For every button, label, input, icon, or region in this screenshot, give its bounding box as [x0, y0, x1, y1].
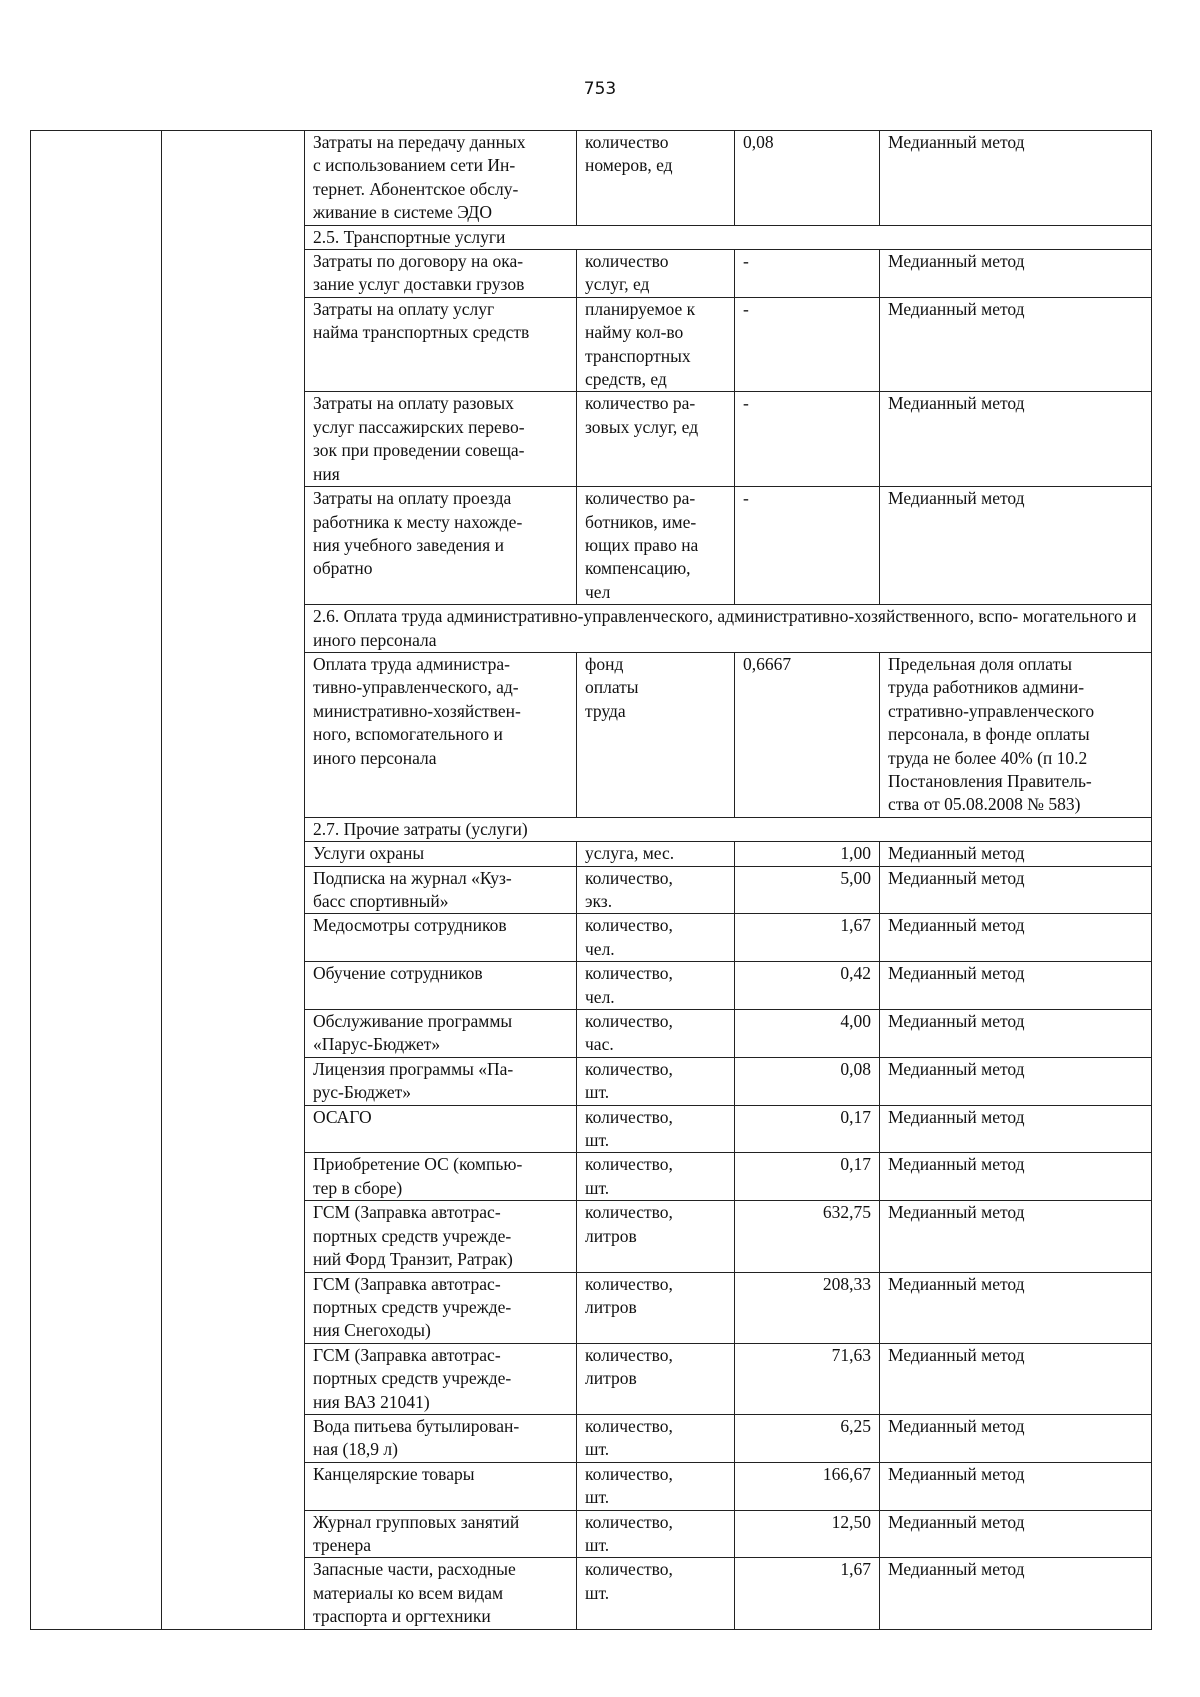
unit-cell-line: количество, [585, 963, 673, 984]
unit-cell-line: шт. [585, 1534, 610, 1555]
empty-column-1 [31, 131, 162, 1630]
cost-name-cell [305, 1105, 577, 1153]
unit-cell-line: литров [585, 1296, 637, 1317]
unit-cell [577, 1272, 735, 1343]
unit-cell-line: количество, [585, 867, 673, 888]
unit-cell-line: час. [585, 1034, 614, 1055]
cost-name-cell-line: тер в сборе) [313, 1177, 403, 1198]
cost-name-cell [305, 914, 577, 962]
method-cell-line: труда работников админи- [888, 677, 1085, 698]
cost-name-cell-line: рус-Бюджет» [313, 1082, 412, 1103]
norm-value-cell: 1,67 [735, 1558, 880, 1629]
unit-cell-line: количество, [585, 1011, 673, 1032]
unit-cell-line: количество, [585, 1106, 673, 1127]
table-row [31, 131, 1152, 226]
method-cell-line: Медианный метод [888, 393, 1025, 414]
cost-name-cell-line: басс спортивный» [313, 891, 449, 911]
method-cell-line: Медианный метод [888, 843, 1025, 864]
norm-value-cell: 1,00 [735, 842, 880, 866]
method-cell [880, 1153, 1152, 1201]
cost-name-cell-line: ГСМ (Заправка автотрас- [313, 1344, 501, 1365]
method-cell [880, 1414, 1152, 1462]
unit-cell [577, 487, 735, 605]
unit-cell [577, 962, 735, 1010]
method-cell [880, 131, 1152, 226]
cost-name-cell-line: Подписка на журнал «Куз- [313, 867, 512, 888]
cost-name-cell [305, 962, 577, 1010]
norm-value-cell: 208,33 [735, 1272, 880, 1343]
method-cell-line: Медианный метод [888, 1344, 1025, 1365]
cost-name-cell-line: Запасные части, расходные [313, 1559, 516, 1580]
unit-cell-line: количество, [585, 915, 673, 936]
cost-name-cell [305, 1558, 577, 1629]
norm-value-cell: - [735, 392, 880, 487]
cost-name-cell-line: ОСАГО [313, 1106, 372, 1127]
method-cell [880, 297, 1152, 392]
method-cell-line: Предельная доля оплаты [888, 653, 1073, 674]
unit-cell-line: ботников, име- [585, 511, 697, 532]
cost-name-cell-line: портных средств учрежде- [313, 1296, 512, 1317]
unit-cell-line: чел. [585, 986, 615, 1007]
cost-name-cell-line: портных средств учрежде- [313, 1225, 512, 1246]
cost-name-cell-line: ния [313, 463, 340, 484]
unit-cell [577, 250, 735, 298]
cost-name-cell [305, 1201, 577, 1272]
method-cell [880, 1558, 1152, 1629]
unit-cell-line: количество, [585, 1463, 673, 1484]
unit-cell [577, 1105, 735, 1153]
norm-value-cell: 0,08 [735, 131, 880, 226]
cost-name-cell [305, 1057, 577, 1105]
cost-name-cell [305, 1010, 577, 1058]
cost-name-cell-line: Затраты на передачу данных [313, 132, 526, 152]
cost-name-cell [305, 866, 577, 914]
cost-name-cell [305, 1510, 577, 1558]
method-cell-line: Медианный метод [888, 1463, 1025, 1484]
cost-name-cell-line: тренера [313, 1534, 372, 1555]
method-cell-line: Медианный метод [888, 132, 1025, 152]
cost-name-cell [305, 487, 577, 605]
cost-name-cell-line: Затраты по договору на ока- [313, 251, 524, 272]
method-cell [880, 1510, 1152, 1558]
unit-cell-line: количество, [585, 1058, 673, 1079]
unit-cell [577, 842, 735, 866]
method-cell-line: Медианный метод [888, 867, 1025, 888]
cost-name-cell-line: Затраты на оплату разовых [313, 393, 514, 414]
unit-cell-line: шт. [585, 1177, 610, 1198]
unit-cell-line: труда [585, 700, 626, 721]
unit-cell-line: планируемое к [585, 298, 696, 319]
unit-cell-line: количество, [585, 1154, 673, 1175]
cost-name-cell-line: ний Форд Транзит, Ратрак) [313, 1249, 513, 1270]
unit-cell [577, 1343, 735, 1414]
method-cell-line: Медианный метод [888, 1154, 1025, 1175]
method-cell-line: персонала, в фонде оплаты [888, 724, 1090, 745]
method-cell [880, 652, 1152, 817]
cost-name-cell-line: министративно-хозяйствен- [313, 700, 521, 721]
norm-value-cell: 6,25 [735, 1414, 880, 1462]
unit-cell-line: литров [585, 1225, 637, 1246]
cost-name-cell [305, 1272, 577, 1343]
cost-name-cell-line: «Парус-Бюджет» [313, 1034, 441, 1055]
unit-cell-line: шт. [585, 1582, 610, 1603]
unit-cell-line: количество, [585, 1559, 673, 1580]
method-cell-line: Медианный метод [888, 1202, 1025, 1223]
unit-cell-line: экз. [585, 891, 613, 911]
unit-cell [577, 914, 735, 962]
method-cell-line: Медианный метод [888, 1011, 1025, 1032]
unit-cell-line: чел. [585, 938, 615, 959]
unit-cell-line: найму кол-во [585, 322, 684, 343]
cost-name-cell-line: ния учебного заведения и [313, 534, 504, 555]
unit-cell [577, 392, 735, 487]
norm-value-cell: 166,67 [735, 1462, 880, 1510]
cost-name-cell-line: ния ВАЗ 21041) [313, 1391, 430, 1412]
norm-value-cell: 632,75 [735, 1201, 880, 1272]
norm-value-cell: 5,00 [735, 866, 880, 914]
cost-name-cell [305, 1462, 577, 1510]
unit-cell-line: зовых услуг, ед [585, 416, 699, 437]
cost-name-cell-line: Затраты на оплату проезда [313, 488, 512, 509]
cost-name-cell [305, 652, 577, 817]
cost-name-cell-line: материалы ко всем видам [313, 1582, 504, 1603]
unit-cell-line: транспортных [585, 345, 691, 366]
cost-name-cell-line: иного персонала [313, 747, 437, 768]
method-cell [880, 1462, 1152, 1510]
method-cell-line: Медианный метод [888, 963, 1025, 984]
cost-name-cell-line: Обслуживание программы [313, 1011, 513, 1032]
cost-name-cell-line: ГСМ (Заправка автотрас- [313, 1202, 501, 1223]
unit-cell-line: количество, [585, 1344, 673, 1365]
method-cell-line: Медианный метод [888, 1058, 1025, 1079]
cost-name-cell-line: зание услуг доставки грузов [313, 274, 525, 295]
method-cell-line: Медианный метод [888, 1273, 1025, 1294]
unit-cell-line: шт. [585, 1439, 610, 1460]
cost-name-cell-line: ГСМ (Заправка автотрас- [313, 1273, 501, 1294]
unit-cell [577, 1558, 735, 1629]
unit-cell-line: литров [585, 1368, 637, 1389]
cost-name-cell-line: Канцелярские товары [313, 1463, 475, 1484]
unit-cell [577, 866, 735, 914]
method-cell-line: Медианный метод [888, 915, 1025, 936]
unit-cell [577, 1462, 735, 1510]
method-cell [880, 962, 1152, 1010]
method-cell [880, 1272, 1152, 1343]
cost-name-cell-line: тернет. Абонентское обслу- [313, 178, 519, 199]
method-cell [880, 392, 1152, 487]
unit-cell [577, 1201, 735, 1272]
method-cell-line: Медианный метод [888, 488, 1025, 509]
method-cell [880, 1105, 1152, 1153]
unit-cell-line: количество [585, 132, 669, 152]
norm-value-cell: 0,42 [735, 962, 880, 1010]
cost-name-cell-line: Затраты на оплату услуг [313, 298, 495, 319]
cost-name-cell-line: Приобретение ОС (компью- [313, 1154, 523, 1175]
unit-cell-line: фонд [585, 653, 624, 674]
method-cell-line: Медианный метод [888, 298, 1025, 319]
norm-value-cell: - [735, 297, 880, 392]
unit-cell-line: количество, [585, 1415, 673, 1436]
norm-value-cell: 0,08 [735, 1057, 880, 1105]
unit-cell-line: количество ра- [585, 393, 696, 414]
method-cell-line: стративно-управленческого [888, 700, 1095, 721]
cost-name-cell-line: ного, вспомогательного и [313, 724, 503, 745]
cost-name-cell-line: Вода питьева бутылирован- [313, 1415, 520, 1436]
cost-name-cell-line: Услуги охраны [313, 843, 425, 864]
unit-cell-line: количество, [585, 1202, 673, 1223]
cost-name-cell-line: Оплата труда администра- [313, 653, 510, 674]
unit-cell-line: количество ра- [585, 488, 696, 509]
unit-cell-line: количество, [585, 1273, 673, 1294]
method-cell [880, 487, 1152, 605]
method-cell [880, 250, 1152, 298]
table-body [31, 131, 1152, 1630]
cost-name-cell [305, 297, 577, 392]
unit-cell-line: шт. [585, 1487, 610, 1508]
unit-cell-line: услуг, ед [585, 274, 650, 295]
unit-cell [577, 1153, 735, 1201]
norm-value-cell: 0,17 [735, 1153, 880, 1201]
unit-cell-line: номеров, ед [585, 155, 673, 176]
unit-cell [577, 131, 735, 226]
unit-cell-line: количество [585, 251, 669, 272]
cost-name-cell-line: ния Снегоходы) [313, 1320, 431, 1341]
method-cell-line: Медианный метод [888, 1415, 1025, 1436]
cost-name-cell-line: зок при проведении совеща- [313, 440, 525, 461]
unit-cell-line: ющих право на [585, 534, 699, 555]
method-cell-line: Медианный метод [888, 1511, 1025, 1532]
cost-name-cell-line: Журнал групповых занятий [313, 1511, 520, 1532]
norm-value-cell: - [735, 487, 880, 605]
method-cell [880, 1010, 1152, 1058]
cost-name-cell [305, 250, 577, 298]
cost-name-cell [305, 1414, 577, 1462]
norm-value-cell: 0,6667 [735, 652, 880, 817]
norm-value-cell: 1,67 [735, 914, 880, 962]
unit-cell [577, 652, 735, 817]
cost-name-cell [305, 131, 577, 226]
unit-cell [577, 297, 735, 392]
cost-name-cell-line: Обучение сотрудников [313, 963, 483, 984]
page-number: 753 [583, 79, 617, 99]
norm-value-cell: 0,17 [735, 1105, 880, 1153]
unit-cell-line: средств, ед [585, 369, 667, 390]
norm-value-cell: - [735, 250, 880, 298]
cost-norms-table [30, 130, 1152, 1630]
method-cell [880, 914, 1152, 962]
cost-name-cell [305, 1343, 577, 1414]
unit-cell-line: чел [585, 581, 611, 602]
unit-cell [577, 1057, 735, 1105]
method-cell [880, 842, 1152, 866]
cost-name-cell-line: работника к месту нахожде- [313, 511, 523, 532]
cost-name-cell-line: траспорта и оргтехники [313, 1606, 491, 1627]
method-cell [880, 1343, 1152, 1414]
section-heading: 2.6. Оплата труда административно-управленческого, административно-хозяйственного, вспо- могательного и иного персонала [305, 605, 1152, 653]
method-cell [880, 1201, 1152, 1272]
empty-column-2 [162, 131, 305, 1630]
cost-name-cell-line: Медосмотры сотрудников [313, 915, 507, 936]
unit-cell-line: шт. [585, 1082, 610, 1103]
unit-cell [577, 1414, 735, 1462]
unit-cell [577, 1010, 735, 1058]
cost-name-cell-line: тивно-управленческого, ад- [313, 677, 519, 698]
section-heading: 2.5. Транспортные услуги [305, 225, 1152, 249]
cost-name-cell [305, 1153, 577, 1201]
cost-name-cell-line: обратно [313, 558, 373, 579]
method-cell-line: Медианный метод [888, 1106, 1025, 1127]
unit-cell-line: компенсацию, [585, 558, 691, 579]
norm-value-cell: 71,63 [735, 1343, 880, 1414]
unit-cell-line: количество, [585, 1511, 673, 1532]
norm-value-cell: 4,00 [735, 1010, 880, 1058]
cost-name-cell [305, 392, 577, 487]
unit-cell-line: оплаты [585, 677, 639, 698]
cost-name-cell [305, 842, 577, 866]
method-cell-line: Медианный метод [888, 1559, 1025, 1580]
cost-name-cell-line: ная (18,9 л) [313, 1439, 398, 1460]
cost-name-cell-line: с использованием сети Ин- [313, 155, 516, 176]
cost-name-cell-line: Лицензия программы «Па- [313, 1058, 514, 1079]
cost-name-cell-line: портных средств учрежде- [313, 1368, 512, 1389]
method-cell-line: труда не более 40% (п 10.2 [888, 747, 1088, 768]
norm-value-cell: 12,50 [735, 1510, 880, 1558]
unit-cell-line: услуга, мес. [585, 843, 675, 864]
cost-name-cell-line: живание в системе ЭДО [313, 202, 492, 223]
unit-cell-line: шт. [585, 1130, 610, 1151]
method-cell [880, 866, 1152, 914]
cost-name-cell-line: найма транспортных средств [313, 322, 530, 343]
method-cell-line: Медианный метод [888, 251, 1025, 272]
method-cell-line: ства от 05.08.2008 № 583) [888, 794, 1081, 815]
method-cell [880, 1057, 1152, 1105]
unit-cell [577, 1510, 735, 1558]
section-heading: 2.7. Прочие затраты (услуги) [305, 817, 1152, 841]
method-cell-line: Постановления Правитель- [888, 770, 1092, 791]
cost-name-cell-line: услуг пассажирских перево- [313, 416, 525, 437]
